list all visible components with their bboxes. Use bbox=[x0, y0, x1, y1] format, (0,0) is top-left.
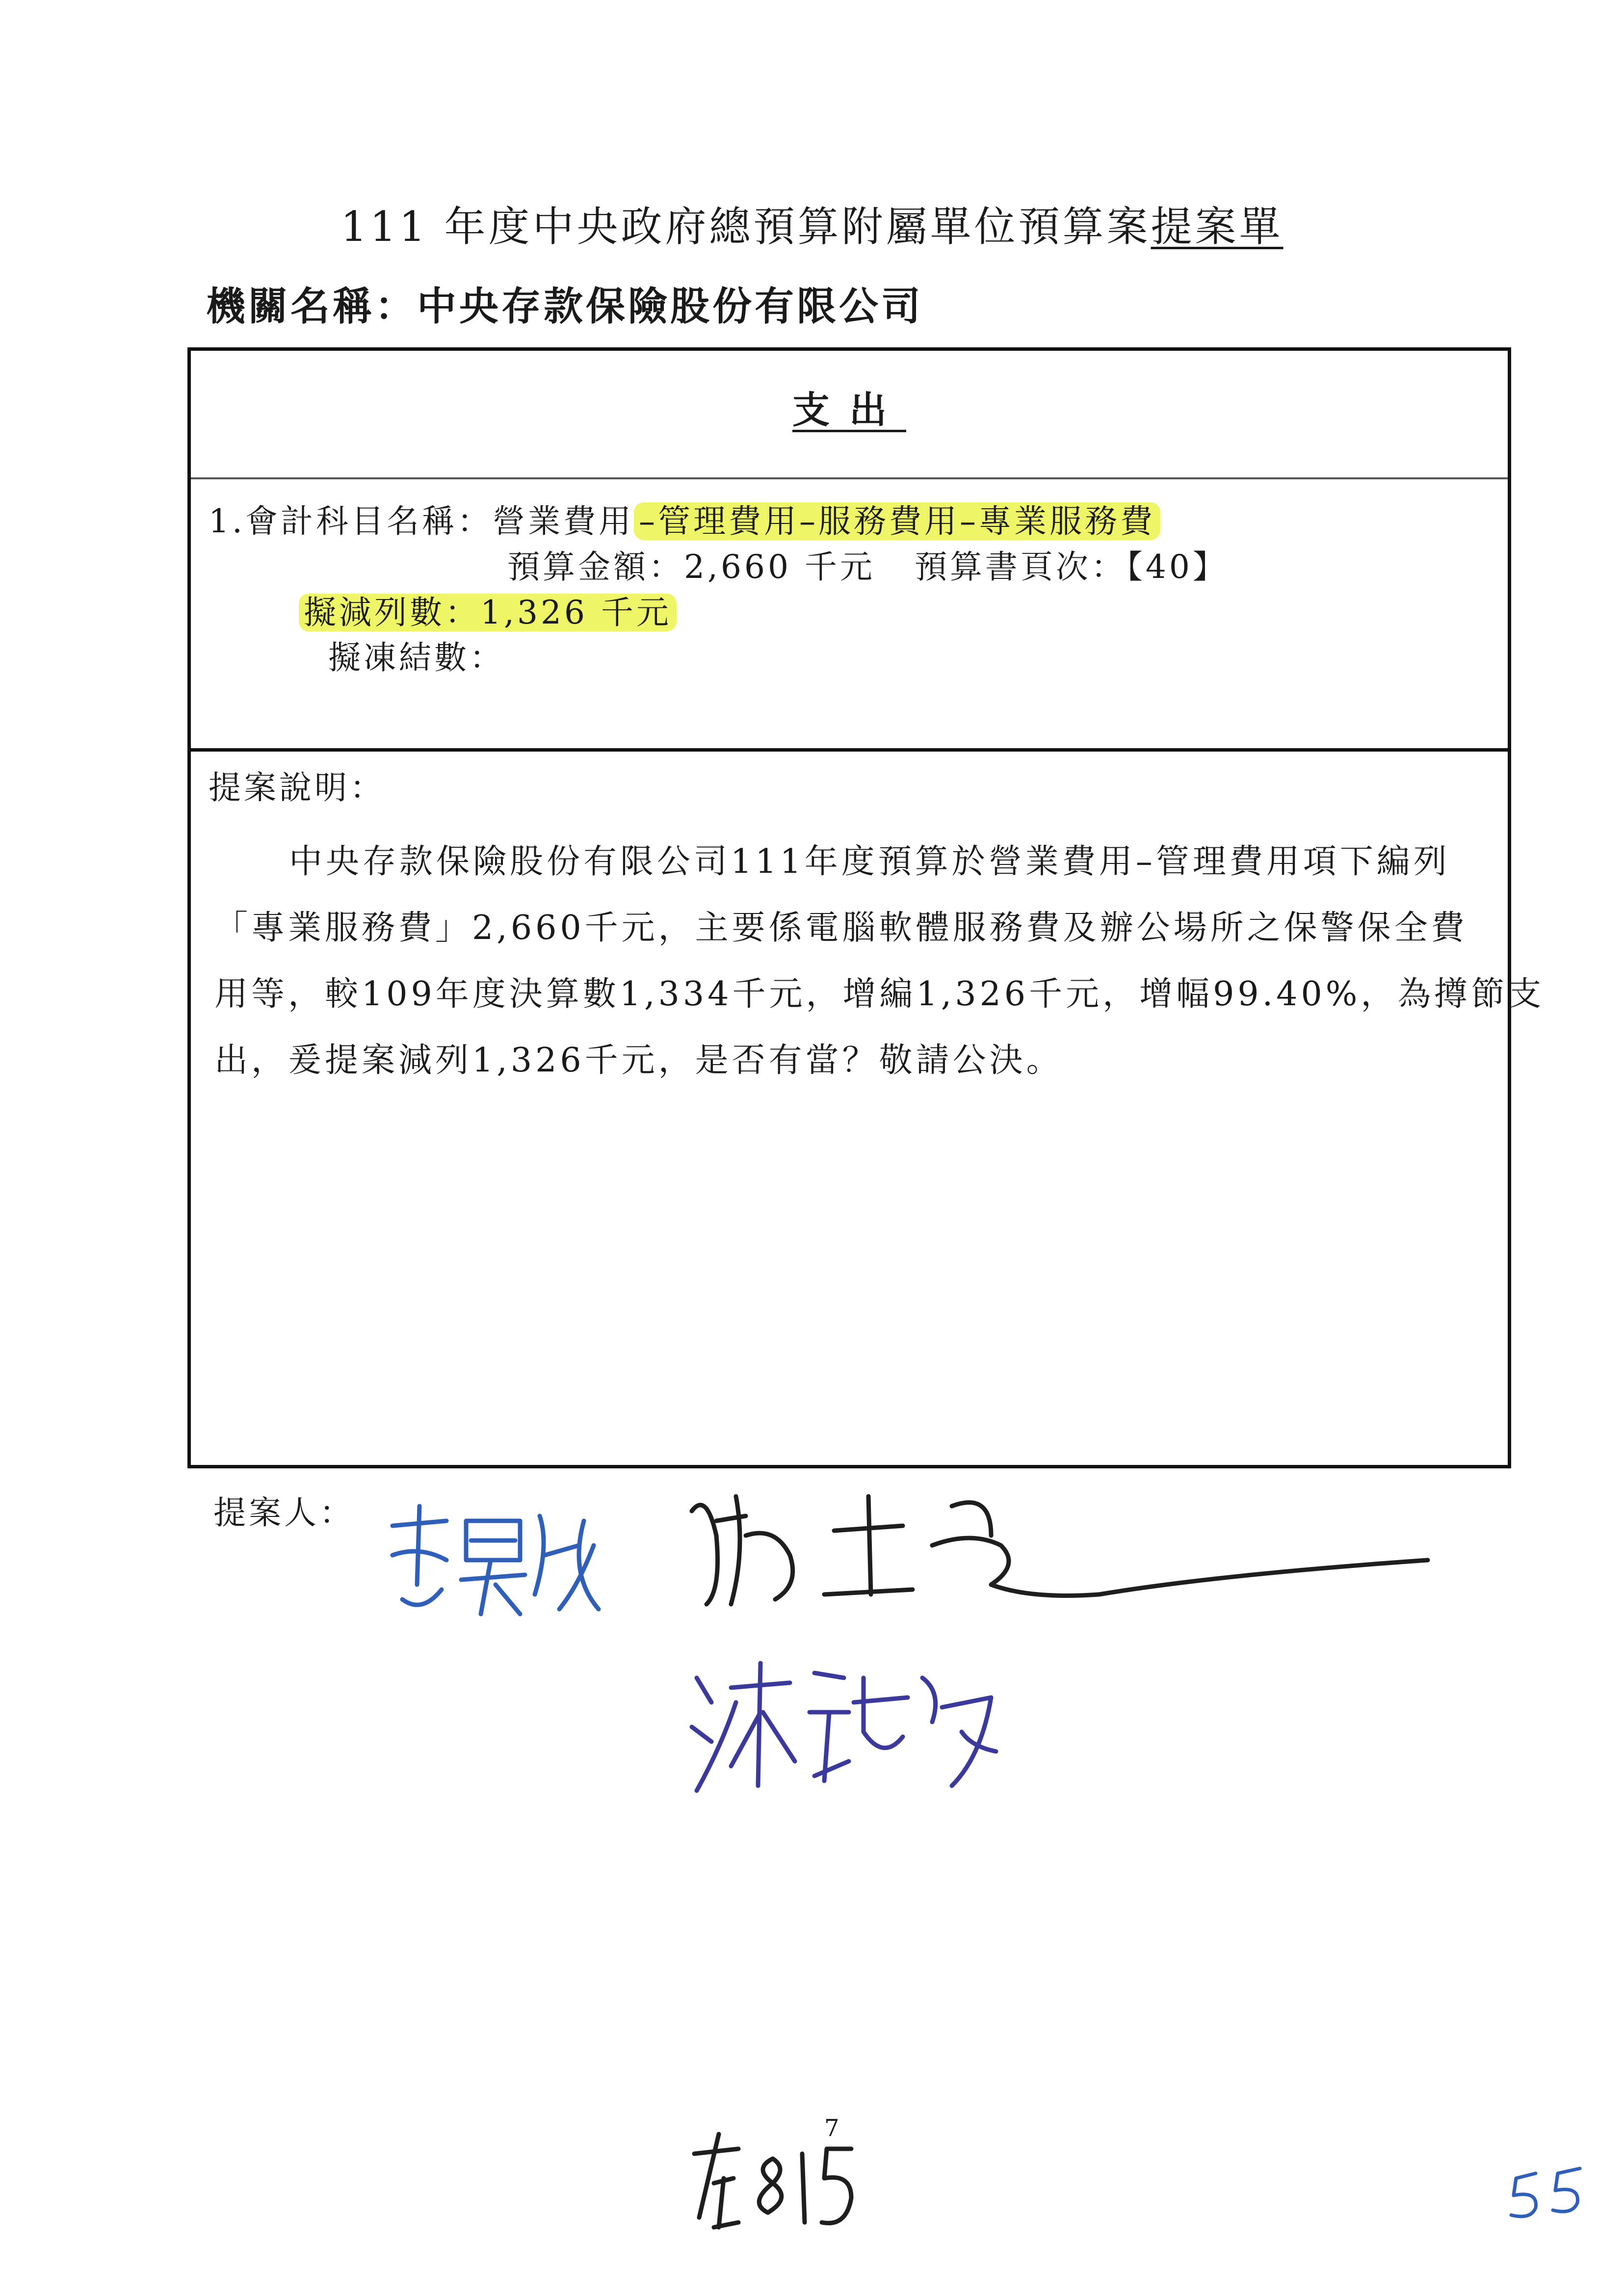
section-header bbox=[191, 351, 1508, 479]
agency-label: 機關名稱： bbox=[206, 284, 417, 329]
page-label: 預算書頁次： bbox=[914, 548, 1126, 586]
item-number: 1. bbox=[209, 502, 245, 540]
signature-1 bbox=[373, 1487, 608, 1634]
signature-3 bbox=[677, 1648, 1011, 1796]
handwritten-code bbox=[684, 2129, 866, 2237]
proposer-label: 提案人： bbox=[213, 1494, 355, 1532]
signature-2 bbox=[677, 1477, 1442, 1624]
budget-label: 預算金額： bbox=[507, 548, 684, 586]
title-main: 111 年度中央政府總預算附屬單位預算案 bbox=[341, 203, 1151, 251]
item-block bbox=[191, 479, 1508, 752]
proposal-form bbox=[187, 347, 1545, 1468]
budget-value: 2,660 千元 bbox=[684, 548, 875, 586]
cut-label: 擬減列數： bbox=[304, 594, 480, 631]
account-highlighted: –管理費用–服務費用–專業服務費 bbox=[634, 502, 1160, 540]
document-title bbox=[0, 194, 1624, 253]
freeze-label: 擬凍結數： bbox=[328, 639, 505, 677]
cut-value: 1,326 千元 bbox=[480, 594, 672, 631]
freeze-line bbox=[328, 631, 505, 678]
explanation-line-1: 中央存款保險股份有限公司111年度預算於營業費用–管理費用項下編列 bbox=[289, 842, 1450, 881]
explanation-line-4: 出，爰提案減列1,326千元，是否有當？敬請公決。 bbox=[214, 1041, 1063, 1080]
cut-highlight bbox=[299, 594, 677, 631]
page-value: 【40】 bbox=[1126, 548, 1228, 586]
page-number: 7 bbox=[824, 2114, 839, 2142]
account-prefix: 營業費用 bbox=[492, 502, 634, 540]
agency-line bbox=[206, 275, 923, 331]
section-heading: 支出 bbox=[792, 388, 906, 432]
explanation-block bbox=[191, 752, 1545, 1468]
account-label: 會計科目名稱： bbox=[245, 502, 493, 540]
explanation-label: 提案說明： bbox=[209, 769, 385, 807]
explanation-line-2: 「專業服務費」2,660千元，主要係電腦軟體服務費及辦公場所之保警保全費 bbox=[214, 909, 1468, 947]
cut-line bbox=[299, 586, 677, 633]
account-line bbox=[209, 495, 1160, 542]
explanation-line-3: 用等，較109年度決算數1,334千元，增編1,326千元，增幅99.40%，為撙節支 bbox=[214, 975, 1545, 1014]
budget-line bbox=[507, 541, 1228, 587]
handwritten-number bbox=[1496, 2159, 1595, 2227]
agency-name: 中央存款保險股份有限公司 bbox=[417, 284, 923, 329]
title-underlined: 提案單 bbox=[1151, 203, 1283, 251]
